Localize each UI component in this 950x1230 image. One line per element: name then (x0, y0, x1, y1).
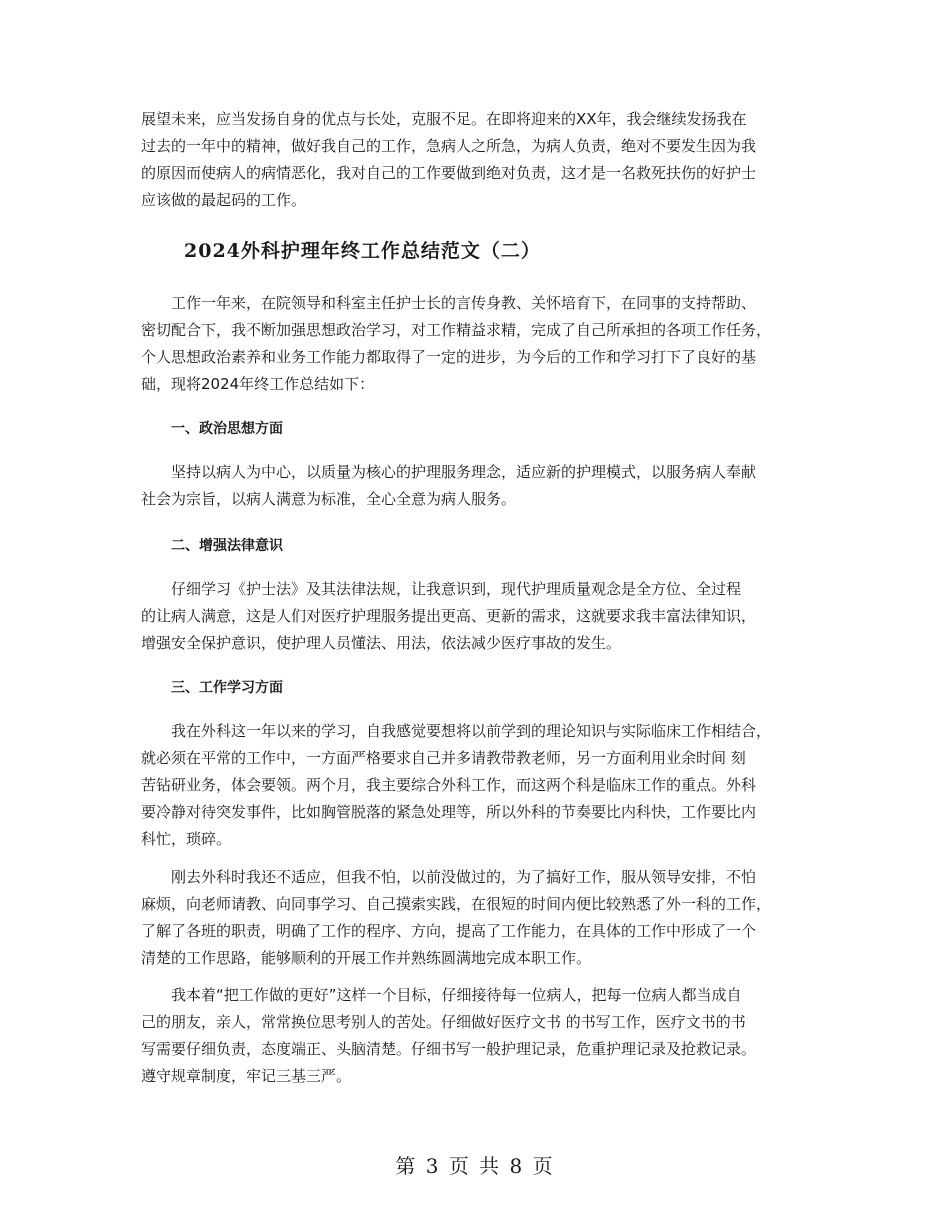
section-3-paragraph-3 (141, 982, 813, 1090)
text-line: 科忙，琐碎。 (141, 830, 232, 848)
text-line: 的原因而使病人的病情恶化，我对自己的工作要做到绝对负责，这才是一名救死扶伤的好护士 (141, 164, 757, 182)
section-3-paragraph-1 (141, 718, 813, 853)
text-line: 我在外科这一年以来的学习，自我感觉要想将以前学到的理论知识与实际临床工作相结合， (141, 722, 772, 740)
text-line: 社会为宗旨，以病人满意为标准，全心全意为病人服务。 (141, 490, 517, 508)
text-line: 个人思想政治素养和业务工作能力都取得了一定的进步，为今后的工作和学习打下了良好的基 (141, 348, 757, 366)
text-line: 仔细学习《护士法》及其法律法规，让我意识到，现代护理质量观念是全方位、全过程 (141, 580, 742, 598)
page-number-footer: 第 3 页 共 8 页 (395, 1154, 555, 1178)
text-line: 密切配合下，我不断加强思想政治学习，对工作精益求精，完成了自己所承担的各项工作任务， (141, 321, 772, 339)
text-line: 写需要仔细负责，态度端正、头脑清楚。仔细书写一般护理记录，危重护理记录及抢救记录。 (141, 1040, 757, 1058)
text-line: 坚持以病人为中心，以质量为核心的护理服务理念，适应新的护理模式，以服务病人奉献 (141, 463, 757, 481)
text-line: 我本着“把工作做的更好”这样一个目标，仔细接待每一位病人，把每一位病人都当成自 (141, 986, 742, 1004)
text-line: 应该做的最起码的工作。 (141, 191, 307, 209)
text-line: 了解了各班的职责，明确了工作的程序、方向，提高了工作能力，在具体的工作中形成了一个 (141, 922, 757, 940)
section-2-body (141, 576, 813, 657)
text-line: 础，现将2024年终工作总结如下： (141, 375, 375, 393)
text-line: 麻烦，向老师请教、向同事学习、自己摸索实践，在很短的时间内便比较熟悉了外一科的工作， (141, 895, 772, 913)
text-line: 的让病人满意，这是人们对医疗护理服务提出更高、更新的需求，这就要求我丰富法律知识， (141, 607, 757, 625)
text-line: 刚去外科时我还不适应，但我不怕，以前没做过的，为了搞好工作，服从领导安排，不怕 (141, 868, 757, 886)
text-line: 清楚的工作思路，能够顺利的开展工作并熟练圆满地完成本职工作。 (141, 949, 592, 967)
text-line: 己的朋友，亲人，常常换位思考别人的苦处。仔细做好医疗文书 的书写工作，医疗文书的书 (141, 1013, 746, 1031)
section-1-title: 一、政治思想方面 (171, 421, 283, 437)
text-line: 工作一年来，在院领导和科室主任护士长的言传身教、关怀培育下，在同事的支持帮助、 (141, 294, 757, 312)
text-line: 展望未来，应当发扬自身的优点与长处，克服不足。在即将迎来的XX年，我会继续发扬我在 (141, 110, 747, 128)
text-line: 过去的一年中的精神，做好我自己的工作，急病人之所急，为病人负责，绝对不要发生因为我 (141, 137, 757, 155)
text-line: 要冷静对待突发事件，比如胸管脱落的紧急处理等，所以外科的节奏要比内科快，工作要比内 (141, 803, 757, 821)
section-3-title: 三、工作学习方面 (171, 680, 283, 696)
text-line: 就必须在平常的工作中，一方面严格要求自己并多请教带教老师，另一方面利用业余时间 刻 (141, 749, 746, 767)
section-2-title: 二、增强法律意识 (171, 538, 283, 554)
intro-paragraph (141, 106, 813, 214)
opening-paragraph (141, 290, 813, 398)
document-title: 2024外科护理年终工作总结范文（二） (184, 240, 541, 262)
section-1-body (141, 459, 813, 513)
text-line: 苦钻研业务，体会要领。两个月，我主要综合外科工作，而这两个科是临床工作的重点。外科 (141, 776, 757, 794)
text-line: 遵守规章制度，牢记三基三严。 (141, 1067, 352, 1085)
text-line: 增强安全保护意识，使护理人员懂法、用法，依法减少医疗事故的发生。 (141, 634, 622, 652)
section-3-paragraph-2 (141, 864, 813, 972)
